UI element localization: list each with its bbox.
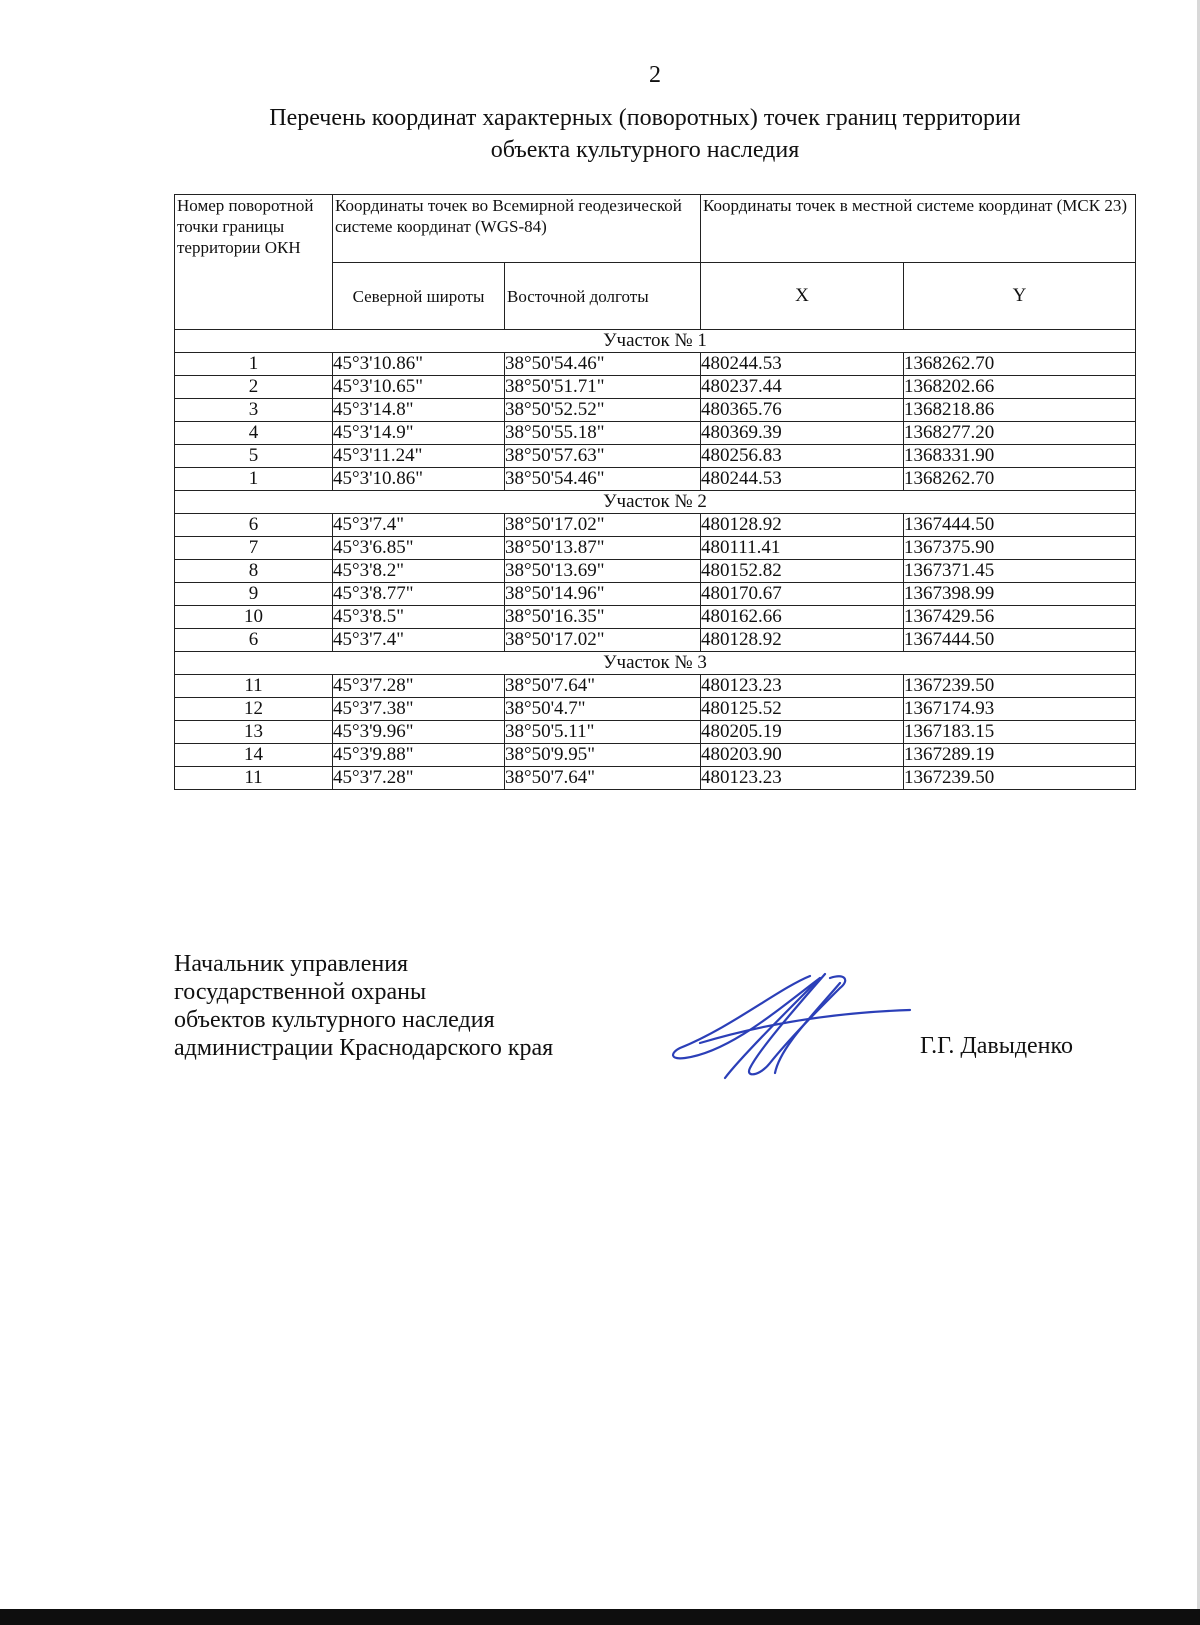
cell-point-number: 11	[175, 767, 333, 790]
table-row	[175, 376, 1136, 399]
cell-y: 1367375.90	[904, 537, 1136, 560]
title-line-2: объекта культурного наследия	[490, 137, 800, 163]
cell-y: 1368331.90	[904, 445, 1136, 468]
cell-point-number: 10	[175, 606, 333, 629]
cell-x: 480125.52	[701, 698, 904, 721]
cell-east-longitude: 38°50'14.96"	[505, 583, 701, 606]
cell-north-latitude: 45°3'10.86"	[333, 353, 505, 376]
cell-east-longitude: 38°50'52.52"	[505, 399, 701, 422]
header-wgs84: Координаты точек во Всемирной геодезической системе координат (WGS-84)	[333, 195, 701, 263]
header-east-longitude: Восточной долготы	[505, 263, 701, 330]
header-y: Y	[904, 263, 1136, 330]
cell-east-longitude: 38°50'7.64"	[505, 767, 701, 790]
cell-east-longitude: 38°50'51.71"	[505, 376, 701, 399]
table-row	[175, 721, 1136, 744]
title-line-1: Перечень координат характерных (поворотных) точек границ территории	[269, 105, 1021, 131]
cell-point-number: 13	[175, 721, 333, 744]
cell-east-longitude: 38°50'16.35"	[505, 606, 701, 629]
cell-x: 480365.76	[701, 399, 904, 422]
cell-north-latitude: 45°3'7.38"	[333, 698, 505, 721]
cell-x: 480162.66	[701, 606, 904, 629]
coordinates-table	[174, 194, 1136, 790]
cell-east-longitude: 38°50'9.95"	[505, 744, 701, 767]
cell-x: 480203.90	[701, 744, 904, 767]
section-title: Участок № 2	[175, 491, 1136, 514]
cell-north-latitude: 45°3'14.9"	[333, 422, 505, 445]
cell-point-number: 1	[175, 468, 333, 491]
cell-point-number: 4	[175, 422, 333, 445]
cell-y: 1368262.70	[904, 468, 1136, 491]
cell-north-latitude: 45°3'7.28"	[333, 675, 505, 698]
signature-block	[174, 950, 553, 1062]
cell-north-latitude: 45°3'14.8"	[333, 399, 505, 422]
cell-point-number: 2	[175, 376, 333, 399]
cell-y: 1367239.50	[904, 675, 1136, 698]
section-row	[175, 491, 1136, 514]
cell-north-latitude: 45°3'7.4"	[333, 514, 505, 537]
table-row	[175, 767, 1136, 790]
page-number: 2	[649, 62, 661, 88]
cell-east-longitude: 38°50'13.69"	[505, 560, 701, 583]
cell-x: 480369.39	[701, 422, 904, 445]
section-title: Участок № 1	[175, 330, 1136, 353]
cell-x: 480256.83	[701, 445, 904, 468]
cell-x: 480205.19	[701, 721, 904, 744]
table-row	[175, 514, 1136, 537]
cell-east-longitude: 38°50'54.46"	[505, 468, 701, 491]
cell-east-longitude: 38°50'54.46"	[505, 353, 701, 376]
cell-x: 480123.23	[701, 767, 904, 790]
table-row	[175, 629, 1136, 652]
position-line-3: объектов культурного наследия	[174, 1007, 495, 1033]
cell-east-longitude: 38°50'17.02"	[505, 629, 701, 652]
cell-x: 480237.44	[701, 376, 904, 399]
cell-north-latitude: 45°3'11.24"	[333, 445, 505, 468]
cell-north-latitude: 45°3'8.77"	[333, 583, 505, 606]
cell-east-longitude: 38°50'7.64"	[505, 675, 701, 698]
handwritten-signature	[670, 968, 930, 1088]
header-x: X	[701, 263, 904, 330]
cell-x: 480128.92	[701, 514, 904, 537]
cell-east-longitude: 38°50'55.18"	[505, 422, 701, 445]
table-row	[175, 606, 1136, 629]
header-msk23: Координаты точек в местной системе координат (МСК 23)	[701, 195, 1136, 263]
cell-y: 1367174.93	[904, 698, 1136, 721]
section-row	[175, 330, 1136, 353]
cell-x: 480170.67	[701, 583, 904, 606]
cell-north-latitude: 45°3'9.96"	[333, 721, 505, 744]
document-title	[190, 102, 1100, 166]
cell-north-latitude: 45°3'8.5"	[333, 606, 505, 629]
cell-point-number: 14	[175, 744, 333, 767]
table-row	[175, 468, 1136, 491]
cell-point-number: 9	[175, 583, 333, 606]
cell-east-longitude: 38°50'5.11"	[505, 721, 701, 744]
section-title: Участок № 3	[175, 652, 1136, 675]
cell-y: 1367444.50	[904, 514, 1136, 537]
cell-y: 1368202.66	[904, 376, 1136, 399]
cell-east-longitude: 38°50'57.63"	[505, 445, 701, 468]
table-row	[175, 583, 1136, 606]
cell-y: 1367398.99	[904, 583, 1136, 606]
cell-north-latitude: 45°3'6.85"	[333, 537, 505, 560]
cell-point-number: 12	[175, 698, 333, 721]
cell-north-latitude: 45°3'10.86"	[333, 468, 505, 491]
position-line-2: государственной охраны	[174, 979, 427, 1005]
cell-x: 480128.92	[701, 629, 904, 652]
header-point-number: Номер поворотной точки границы территории ОКН	[175, 195, 333, 330]
cell-y: 1367444.50	[904, 629, 1136, 652]
signer-name: Г.Г. Давыденко	[920, 1033, 1073, 1059]
cell-y: 1367289.19	[904, 744, 1136, 767]
position-line-1: Начальник управления	[174, 951, 409, 977]
cell-east-longitude: 38°50'4.7"	[505, 698, 701, 721]
position-line-4: администрации Краснодарского края	[174, 1035, 554, 1061]
section-row	[175, 652, 1136, 675]
cell-point-number: 5	[175, 445, 333, 468]
cell-y: 1368262.70	[904, 353, 1136, 376]
cell-north-latitude: 45°3'10.65"	[333, 376, 505, 399]
cell-point-number: 6	[175, 514, 333, 537]
table-row	[175, 399, 1136, 422]
table-row	[175, 675, 1136, 698]
cell-north-latitude: 45°3'7.28"	[333, 767, 505, 790]
cell-y: 1367239.50	[904, 767, 1136, 790]
cell-x: 480123.23	[701, 675, 904, 698]
cell-east-longitude: 38°50'17.02"	[505, 514, 701, 537]
table-row	[175, 744, 1136, 767]
cell-north-latitude: 45°3'8.2"	[333, 560, 505, 583]
table-row	[175, 353, 1136, 376]
cell-x: 480152.82	[701, 560, 904, 583]
cell-point-number: 1	[175, 353, 333, 376]
cell-point-number: 6	[175, 629, 333, 652]
table-row	[175, 698, 1136, 721]
cell-x: 480111.41	[701, 537, 904, 560]
cell-y: 1367183.15	[904, 721, 1136, 744]
cell-y: 1367429.56	[904, 606, 1136, 629]
cell-y: 1368277.20	[904, 422, 1136, 445]
cell-y: 1368218.86	[904, 399, 1136, 422]
cell-point-number: 7	[175, 537, 333, 560]
cell-point-number: 3	[175, 399, 333, 422]
cell-y: 1367371.45	[904, 560, 1136, 583]
table-row	[175, 537, 1136, 560]
cell-x: 480244.53	[701, 468, 904, 491]
cell-x: 480244.53	[701, 353, 904, 376]
cell-point-number: 8	[175, 560, 333, 583]
header-north-latitude: Северной широты	[333, 263, 505, 330]
cell-north-latitude: 45°3'9.88"	[333, 744, 505, 767]
table-row	[175, 560, 1136, 583]
coordinates-body	[175, 330, 1136, 790]
table-row	[175, 422, 1136, 445]
table-row	[175, 445, 1136, 468]
cell-east-longitude: 38°50'13.87"	[505, 537, 701, 560]
cell-point-number: 11	[175, 675, 333, 698]
scan-bottom-edge	[0, 1609, 1200, 1625]
cell-north-latitude: 45°3'7.4"	[333, 629, 505, 652]
